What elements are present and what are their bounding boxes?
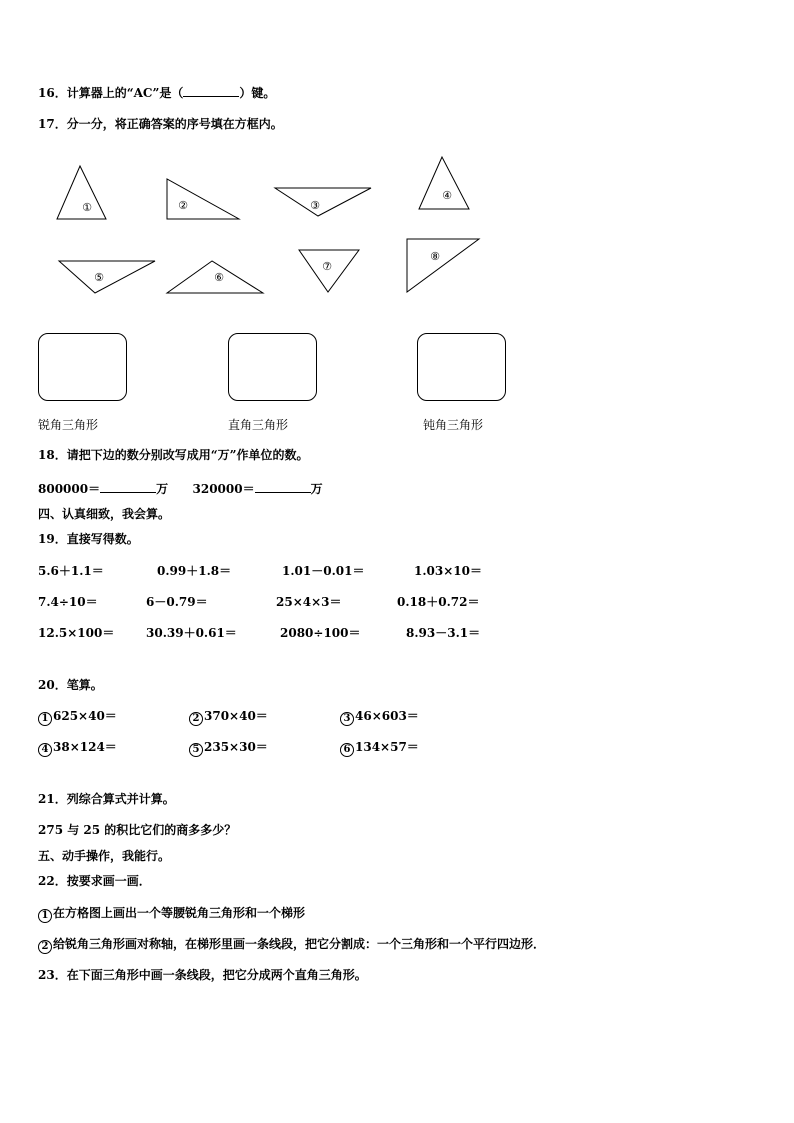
circled-number-3: 3 [340,712,354,726]
q16-text-before: 16．计算器上的“AC”是（ [38,86,184,100]
written-calc-5: 5 235×30＝ [189,739,268,757]
written-calc-4: 4 38×124＝ [38,739,117,757]
question-16 [38,84,275,101]
section-5-heading: 五、动手操作，我能行。 [38,849,171,863]
q22-item-2: 2 给锐角三角形画对称轴，在梯形里画一条线段，把它分割成：一个三角形和一个平行四边形． [38,936,545,954]
q22-item-1: 1 在方格图上画出一个等腰锐角三角形和一个梯形 [38,905,305,923]
calc-r3-c4: 8.93－3.1＝ [406,626,481,640]
circled-number-5: 5 [189,743,203,757]
question-19: 19．直接写得数。 [38,532,139,546]
q18-item2-value: 320000＝ [192,482,255,496]
q18-item1-value: 800000＝ [38,482,101,496]
circled-number-6: 6 [340,743,354,757]
triangle-label-5: ⑤ [94,271,104,284]
question-18: 18．请把下边的数分别改写成用“万”作单位的数。 [38,448,309,462]
triangle-label-4: ④ [442,189,452,202]
triangle-3 [275,188,371,216]
answer-box-obtuse[interactable] [417,333,506,401]
q18-item1-unit: 万 [156,482,169,496]
calc-r2-c2: 6－0.79＝ [146,595,208,609]
triangle-label-2: ② [178,199,188,212]
answer-box-right[interactable] [228,333,317,401]
written-calc-6: 6 134×57＝ [340,739,419,757]
triangle-5 [59,261,155,293]
q16-answer-blank[interactable] [183,84,239,97]
question-22: 22．按要求画一画． [38,874,151,888]
q18-item2-unit: 万 [310,482,323,496]
calc-r1-c3: 1.01－0.01＝ [282,564,365,578]
q18-item1-blank[interactable] [100,480,156,493]
calc-r2-c1: 7.4÷10＝ [38,595,98,609]
calc-r3-c3: 2080÷100＝ [280,626,361,640]
question-21: 21．列综合算式并计算。 [38,792,175,806]
written-calc-3: 3 46×603＝ [340,708,419,726]
question-20: 20．笔算。 [38,678,103,692]
triangle-label-1: ① [82,201,92,214]
calc-r2-c4: 0.18＋0.72＝ [397,595,480,609]
box-label-right: 直角三角形 [228,418,289,432]
answer-box-acute[interactable] [38,333,127,401]
calc-r1-c4: 1.03×10＝ [414,564,482,578]
box-label-obtuse: 钝角三角形 [423,418,484,432]
written-calc-2: 2 370×40＝ [189,708,268,726]
calc-r3-c1: 12.5×100＝ [38,626,115,640]
calc-r2-c3: 25×4×3＝ [276,595,342,609]
q18-item2-blank[interactable] [255,480,311,493]
triangle-label-6: ⑥ [214,271,224,284]
calc-r1-c2: 0.99＋1.8＝ [157,564,232,578]
q21-problem: 275 与 25 的积比它们的商多多少？ [38,823,237,837]
circled-number-4: 4 [38,743,52,757]
circled-number-2: 2 [189,712,203,726]
triangle-label-7: ⑦ [322,260,332,273]
triangles-figure [0,140,794,450]
calc-r3-c2: 30.39＋0.61＝ [146,626,237,640]
triangle-label-8: ⑧ [430,250,440,263]
q18-items [38,480,323,497]
question-23: 23．在下面三角形中画一条线段，把它分成两个直角三角形。 [38,968,367,982]
question-17: 17．分一分，将正确答案的序号填在方框内。 [38,117,283,131]
circled-number-2: 2 [38,940,52,954]
circled-number-1: 1 [38,712,52,726]
section-4-heading: 四、认真细致，我会算。 [38,507,171,521]
box-label-acute: 锐角三角形 [38,418,99,432]
triangle-8 [407,239,479,292]
q16-text-after: ）键。 [239,86,276,100]
calc-r1-c1: 5.6＋1.1＝ [38,564,104,578]
triangle-label-3: ③ [310,199,320,212]
circled-number-1: 1 [38,909,52,923]
written-calc-1: 1 625×40＝ [38,708,117,726]
